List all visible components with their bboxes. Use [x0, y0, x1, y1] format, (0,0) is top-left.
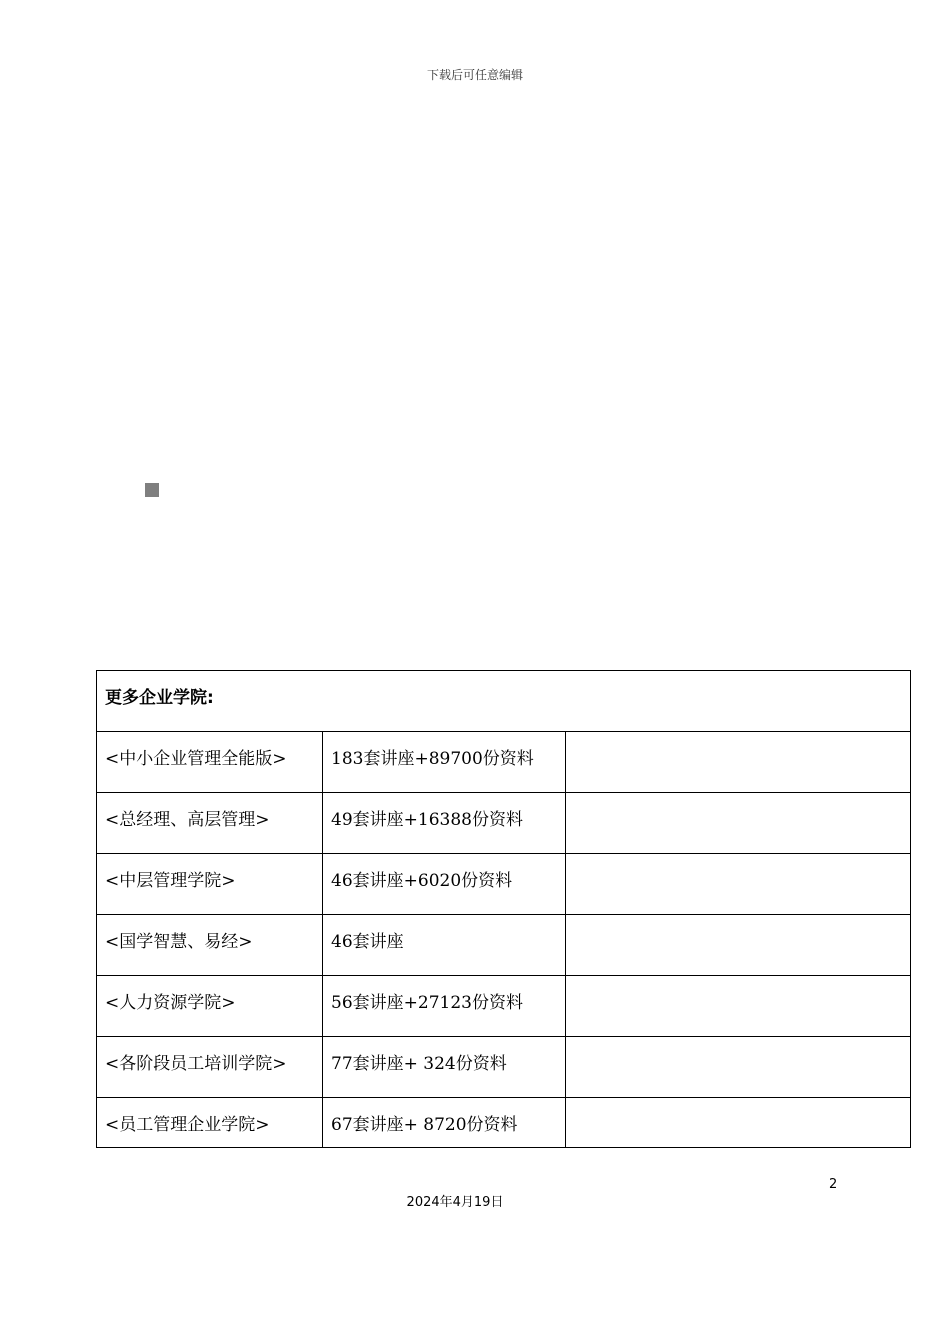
table-row — [97, 854, 911, 915]
page-number: 2 — [829, 1177, 838, 1192]
academy-content: 56套讲座+27123份资料 — [323, 976, 566, 1037]
academy-extra — [566, 915, 911, 976]
academy-name: <员工管理企业学院> — [97, 1098, 323, 1148]
table-row — [97, 732, 911, 793]
table-heading-row — [97, 671, 911, 732]
academy-name: <中小企业管理全能版> — [97, 732, 323, 793]
academy-extra — [566, 976, 911, 1037]
academy-name: <人力资源学院> — [97, 976, 323, 1037]
academy-extra — [566, 1098, 911, 1148]
academy-name: <各阶段员工培训学院> — [97, 1037, 323, 1098]
academy-name: <中层管理学院> — [97, 854, 323, 915]
academy-extra — [566, 793, 911, 854]
academy-content: 77套讲座+ 324份资料 — [323, 1037, 566, 1098]
academy-name: <总经理、高层管理> — [97, 793, 323, 854]
header-note: 下载后可任意编辑 — [426, 68, 523, 82]
table-row — [97, 793, 911, 854]
academy-content: 46套讲座 — [323, 915, 566, 976]
academy-content: 183套讲座+89700份资料 — [323, 732, 566, 793]
academy-extra — [566, 1037, 911, 1098]
square-bullet-icon — [145, 483, 159, 497]
table-row — [97, 976, 911, 1037]
table-row — [97, 915, 911, 976]
academy-extra — [566, 732, 911, 793]
academy-name: <国学智慧、易经> — [97, 915, 323, 976]
academy-content: 67套讲座+ 8720份资料 — [323, 1098, 566, 1148]
table-row — [97, 1037, 911, 1098]
table-row — [97, 1098, 911, 1148]
academy-table — [96, 670, 911, 1148]
footer-date: 2024年4月19日 — [406, 1195, 504, 1210]
academy-extra — [566, 854, 911, 915]
academy-content: 46套讲座+6020份资料 — [323, 854, 566, 915]
academy-content: 49套讲座+16388份资料 — [323, 793, 566, 854]
table-heading: 更多企业学院: — [97, 671, 911, 732]
